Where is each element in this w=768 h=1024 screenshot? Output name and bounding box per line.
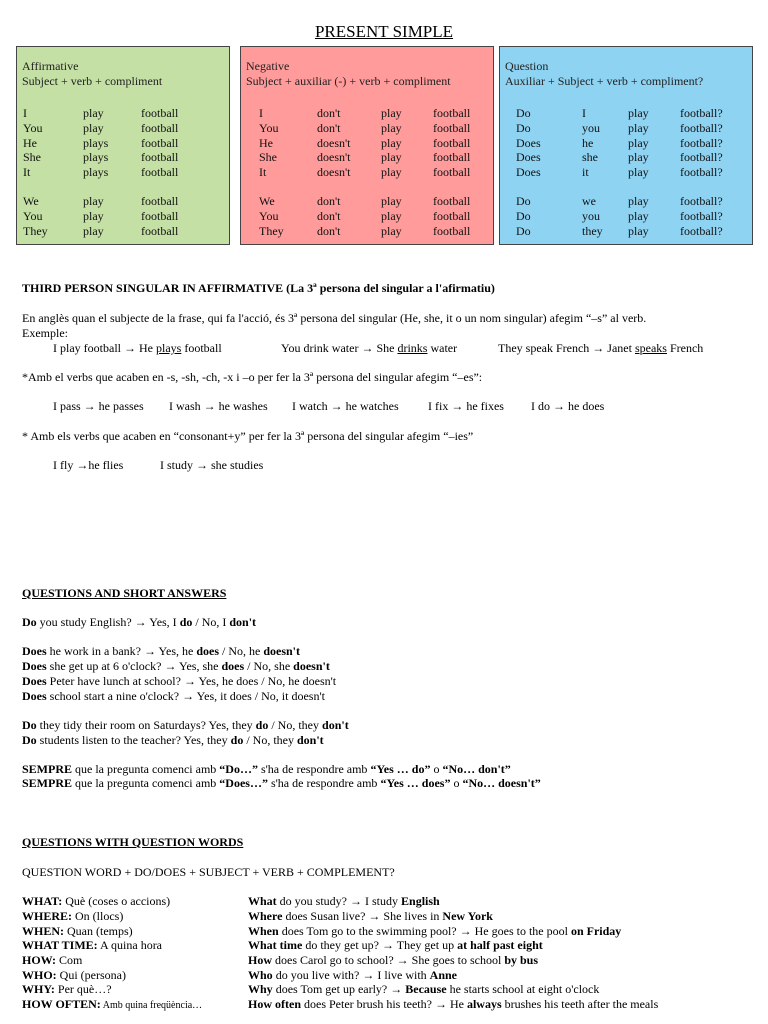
sempre-text: que la pregunta comenci amb — [72, 776, 220, 790]
question-word-example — [248, 938, 543, 953]
question-word-definition — [22, 968, 126, 983]
example-answer-key: Anne — [429, 968, 458, 982]
negative-cell: don't — [317, 194, 341, 208]
example-text: do you live with? → I live with — [272, 968, 430, 982]
example-play — [53, 341, 222, 356]
question-word: WHEN: — [22, 924, 64, 938]
negative-cell: play — [381, 136, 402, 150]
sempre-yes: “Yes … do” — [370, 762, 431, 776]
example-answer-key: Because — [405, 982, 447, 996]
affirmative-cell: It — [23, 165, 31, 179]
negative-cell: play — [381, 106, 402, 120]
negative-cell: play — [381, 194, 402, 208]
negative-cell: play — [381, 121, 402, 135]
example-answer-key: always — [466, 997, 502, 1011]
answer-aux: do — [179, 615, 193, 629]
question-cell: Do — [516, 224, 531, 238]
negative-cell: football — [433, 136, 471, 150]
negative-box — [240, 46, 494, 245]
question-cell: football? — [680, 224, 723, 238]
negative-cell: football — [433, 194, 471, 208]
example-answer-key: English — [401, 894, 440, 908]
question-word-example — [248, 924, 621, 939]
sempre-no: “No… doesn't” — [462, 776, 541, 790]
example-answer-key: at half past eight — [457, 938, 543, 952]
affirmative-label: Affirmative — [22, 59, 79, 73]
question-word-meaning: Amb quina freqüència… — [100, 1000, 203, 1011]
example-text: do you study? → I study — [276, 894, 402, 908]
question-word-definition — [22, 997, 202, 1012]
es-example: I wash → he washes — [169, 399, 268, 413]
question-cell: football? — [680, 121, 723, 135]
es-example: I do → he does — [531, 399, 605, 413]
question-label: Question — [505, 59, 549, 73]
negative-cell: don't — [317, 209, 341, 223]
answer-aux: does — [196, 644, 219, 658]
negative-header — [246, 59, 451, 89]
negative-cell: don't — [317, 106, 341, 120]
line-text: / No, they — [268, 718, 323, 732]
negative-cell: football — [433, 121, 471, 135]
example-text: does Susan live? → She lives in — [282, 909, 443, 923]
line-text: she get up at 6 o'clock? → Yes, she — [46, 659, 222, 673]
question-cell: play — [628, 209, 649, 223]
example-question-word: Who — [248, 968, 273, 982]
aux-word: Do — [22, 718, 37, 732]
example-verb: drinks — [397, 341, 428, 355]
question-word: WHERE: — [22, 909, 73, 923]
example-verb: speaks — [634, 341, 667, 355]
short-answer-line — [22, 615, 256, 630]
negative-cell: It — [259, 165, 267, 179]
short-answer-line — [22, 718, 349, 733]
question-cell: play — [628, 121, 649, 135]
es-example: I pass → he passes — [53, 399, 144, 413]
question-word: WHY: — [22, 982, 55, 996]
example-text: do they get up? → They get up — [302, 938, 458, 952]
affirmative-cell: I — [23, 106, 27, 120]
affirmative-cell: football — [141, 224, 179, 238]
question-cell: Do — [516, 194, 531, 208]
negative-cell: doesn't — [317, 136, 351, 150]
example-text: brushes his teeth after the meals — [501, 997, 659, 1011]
question-cell: play — [628, 224, 649, 238]
example-text: does Peter brush his teeth? → He — [301, 997, 467, 1011]
question-cell: she — [582, 150, 598, 164]
answer-neg: doesn't — [293, 659, 330, 673]
example-text: water — [427, 341, 458, 355]
short-answer-line — [22, 674, 336, 689]
aux-word: Does — [22, 689, 47, 703]
example-text: he starts school at eight o'clock — [446, 982, 600, 996]
question-word: WHAT TIME: — [22, 938, 98, 952]
negative-cell: doesn't — [317, 165, 351, 179]
sempre-aux: “Does…” — [219, 776, 268, 790]
sempre-word: SEMPRE — [22, 776, 73, 790]
affirmative-header — [22, 59, 162, 89]
example-drink — [281, 341, 457, 356]
negative-cell: I — [259, 106, 263, 120]
question-pattern: Auxiliar + Subject + verb + compliment? — [505, 74, 704, 88]
question-cell: play — [628, 194, 649, 208]
question-word-definition — [22, 982, 112, 997]
example-text: I play football → He — [53, 341, 156, 355]
aux-word: Does — [22, 659, 47, 673]
question-word-meaning: Per què…? — [54, 982, 112, 996]
question-cell: Does — [516, 150, 541, 164]
question-words-heading: QUESTIONS WITH QUESTION WORDS — [22, 835, 244, 849]
line-text: / No, they — [243, 733, 297, 747]
example-text: does Tom go to the swimming pool? → He goes to the pool — [278, 924, 571, 938]
affirmative-cell: football — [141, 194, 179, 208]
question-word-meaning: Quan (temps) — [64, 924, 133, 938]
question-word: HOW: — [22, 953, 57, 967]
answer-neg: don't — [297, 733, 324, 747]
question-cell: play — [628, 150, 649, 164]
sempre-text: s'ha de respondre amb — [257, 762, 371, 776]
question-word-example — [248, 953, 538, 968]
negative-cell: play — [381, 165, 402, 179]
short-answer-line — [22, 659, 330, 674]
negative-cell: football — [433, 150, 471, 164]
affirmative-cell: football — [141, 209, 179, 223]
sempre-text: o — [430, 762, 443, 776]
question-word-definition — [22, 894, 170, 909]
example-question-word: How often — [248, 997, 301, 1011]
negative-cell: doesn't — [317, 150, 351, 164]
negative-cell: football — [433, 224, 471, 238]
affirmative-cell: football — [141, 136, 179, 150]
question-word-definition — [22, 938, 162, 953]
ies-example: I fly →he flies — [53, 458, 124, 472]
es-rule: *Amb el verbs que acaben en -s, -sh, -ch, -x i –o per fer la 3ª persona del singular afegim “–es”: — [22, 370, 483, 384]
example-text: does Tom get up early? → — [272, 982, 406, 996]
affirmative-cell: play — [83, 194, 104, 208]
aux-word: Does — [22, 674, 47, 688]
question-word-example — [248, 909, 493, 924]
example-text: They speak French → Janet — [498, 341, 635, 355]
es-example: I fix → he fixes — [428, 399, 504, 413]
example-speak — [498, 341, 703, 356]
question-word-meaning: On (llocs) — [72, 909, 124, 923]
negative-cell: football — [433, 106, 471, 120]
question-cell: Do — [516, 121, 531, 135]
question-cell: I — [582, 106, 586, 120]
sempre-no: “No… don't” — [442, 762, 511, 776]
example-text: You drink water → She — [281, 341, 398, 355]
affirmative-cell: play — [83, 224, 104, 238]
example-label: Exemple: — [22, 326, 68, 340]
affirmative-cell: play — [83, 209, 104, 223]
sempre-does — [22, 776, 541, 791]
negative-cell: football — [433, 209, 471, 223]
question-word-example — [248, 968, 457, 983]
affirmative-cell: football — [141, 106, 179, 120]
example-text: French — [666, 341, 704, 355]
affirmative-cell: play — [83, 106, 104, 120]
question-word-meaning: Què (coses o accions) — [62, 894, 171, 908]
negative-cell: You — [259, 121, 279, 135]
example-answer-key: by bus — [504, 953, 539, 967]
question-cell: football? — [680, 165, 723, 179]
affirmative-cell: plays — [83, 165, 109, 179]
question-cell: play — [628, 106, 649, 120]
example-question-word: When — [248, 924, 279, 938]
sempre-do — [22, 762, 511, 777]
example-answer-key: on Friday — [570, 924, 622, 938]
question-cell: football? — [680, 194, 723, 208]
sempre-word: SEMPRE — [22, 762, 73, 776]
sempre-yes: “Yes … does” — [380, 776, 451, 790]
question-word: WHAT: — [22, 894, 63, 908]
example-question-word: What — [248, 894, 277, 908]
line-text: / No, he — [219, 644, 264, 658]
affirmative-cell: football — [141, 165, 179, 179]
answer-aux: do — [230, 733, 244, 747]
es-example: I watch → he watches — [292, 399, 399, 413]
third-person-heading: THIRD PERSON SINGULAR IN AFFIRMATIVE (La 3ª persona del singular a l'afirmatiu) — [22, 281, 495, 295]
question-word-example — [248, 997, 658, 1012]
example-question-word: Where — [248, 909, 283, 923]
question-word: WHO: — [22, 968, 57, 982]
line-text: students listen to the teacher? Yes, they — [36, 733, 231, 747]
affirmative-cell: They — [23, 224, 48, 238]
example-question-word: How — [248, 953, 272, 967]
example-text: does Carol go to school? → She goes to school — [272, 953, 505, 967]
affirmative-pattern: Subject + verb + compliment — [22, 74, 163, 88]
negative-cell: He — [259, 136, 273, 150]
question-word-definition — [22, 953, 82, 968]
line-text: they tidy their room on Saturdays? Yes, they — [36, 718, 256, 732]
sempre-text: que la pregunta comenci amb — [72, 762, 220, 776]
affirmative-cell: We — [23, 194, 39, 208]
negative-cell: play — [381, 150, 402, 164]
sempre-text: s'ha de respondre amb — [267, 776, 381, 790]
sempre-text: o — [450, 776, 463, 790]
question-word-definition — [22, 924, 133, 939]
example-verb: plays — [155, 341, 182, 355]
question-formula: QUESTION WORD + DO/DOES + SUBJECT + VERB + COMPLEMENT? — [22, 865, 395, 879]
question-cell: it — [582, 165, 589, 179]
question-word-meaning: Com — [56, 953, 83, 967]
question-cell: play — [628, 136, 649, 150]
page-title: PRESENT SIMPLE — [314, 22, 454, 41]
question-cell: they — [582, 224, 603, 238]
example-question-word: Why — [248, 982, 273, 996]
question-word-example — [248, 894, 440, 909]
affirmative-cell: plays — [83, 150, 109, 164]
answer-neg: don't — [229, 615, 257, 629]
negative-pattern: Subject + auxiliar (-) + verb + compliment — [246, 74, 451, 88]
affirmative-cell: He — [23, 136, 37, 150]
example-text: football — [181, 341, 222, 355]
affirmative-cell: football — [141, 121, 179, 135]
negative-cell: We — [259, 194, 275, 208]
negative-cell: football — [433, 165, 471, 179]
affirmative-cell: You — [23, 121, 43, 135]
question-word-definition — [22, 909, 123, 924]
question-word-meaning: Qui (persona) — [56, 968, 126, 982]
negative-cell: don't — [317, 121, 341, 135]
question-cell: play — [628, 165, 649, 179]
question-word-meaning: A quina hora — [97, 938, 163, 952]
affirmative-cell: football — [141, 150, 179, 164]
line-text: he work in a bank? → Yes, he — [46, 644, 197, 658]
ies-rule: * Amb els verbs que acaben en “consonant+y” per fer la 3ª persona del singular afegim “–ies” — [22, 429, 474, 443]
question-header — [505, 59, 703, 89]
negative-cell: play — [381, 209, 402, 223]
negative-cell: She — [259, 150, 277, 164]
question-cell: Do — [516, 106, 531, 120]
affirmative-cell: She — [23, 150, 41, 164]
question-cell: we — [582, 194, 596, 208]
question-cell: he — [582, 136, 594, 150]
negative-cell: play — [381, 224, 402, 238]
question-cell: Does — [516, 165, 541, 179]
line-text: / No, she — [244, 659, 294, 673]
answer-aux: do — [255, 718, 269, 732]
answer-aux: does — [221, 659, 245, 673]
question-word-example — [248, 982, 599, 997]
answer-neg: don't — [322, 718, 349, 732]
question-cell: football? — [680, 106, 723, 120]
negative-cell: They — [259, 224, 284, 238]
affirmative-cell: play — [83, 121, 104, 135]
question-cell: football? — [680, 150, 723, 164]
short-answer-line — [22, 733, 324, 748]
negative-label: Negative — [246, 59, 290, 73]
affirmative-box — [16, 46, 230, 245]
third-person-rule: En anglès quan el subjecte de la frase, qui fa l'acció, és 3ª persona del singular (He, she, it o un nom singular) afegim “–s” al verb. — [22, 311, 647, 325]
affirmative-cell: plays — [83, 136, 109, 150]
short-answer-line — [22, 644, 300, 659]
sempre-aux: “Do…” — [219, 762, 258, 776]
question-cell: Does — [516, 136, 541, 150]
short-answer-line — [22, 689, 325, 704]
line-text: Peter have lunch at school? → Yes, he does / No, he doesn't — [46, 674, 337, 688]
negative-cell: You — [259, 209, 279, 223]
question-cell: football? — [680, 209, 723, 223]
aux-word: Do — [22, 615, 37, 629]
question-box — [499, 46, 753, 245]
question-cell: Do — [516, 209, 531, 223]
question-cell: football? — [680, 136, 723, 150]
question-cell: you — [582, 121, 600, 135]
negative-cell: don't — [317, 224, 341, 238]
example-answer-key: New York — [442, 909, 493, 923]
example-question-word: What time — [248, 938, 303, 952]
line-text: school start a nine o'clock? → Yes, it does / No, it doesn't — [46, 689, 325, 703]
question-cell: you — [582, 209, 600, 223]
line-text: / No, I — [192, 615, 230, 629]
question-word: HOW OFTEN: — [22, 997, 101, 1011]
answer-neg: doesn't — [263, 644, 301, 658]
affirmative-cell: You — [23, 209, 43, 223]
ies-example: I study → she studies — [160, 458, 264, 472]
aux-word: Does — [22, 644, 47, 658]
aux-word: Do — [22, 733, 37, 747]
line-text: you study English? → Yes, I — [36, 615, 180, 629]
short-answers-heading: QUESTIONS AND SHORT ANSWERS — [22, 586, 227, 600]
